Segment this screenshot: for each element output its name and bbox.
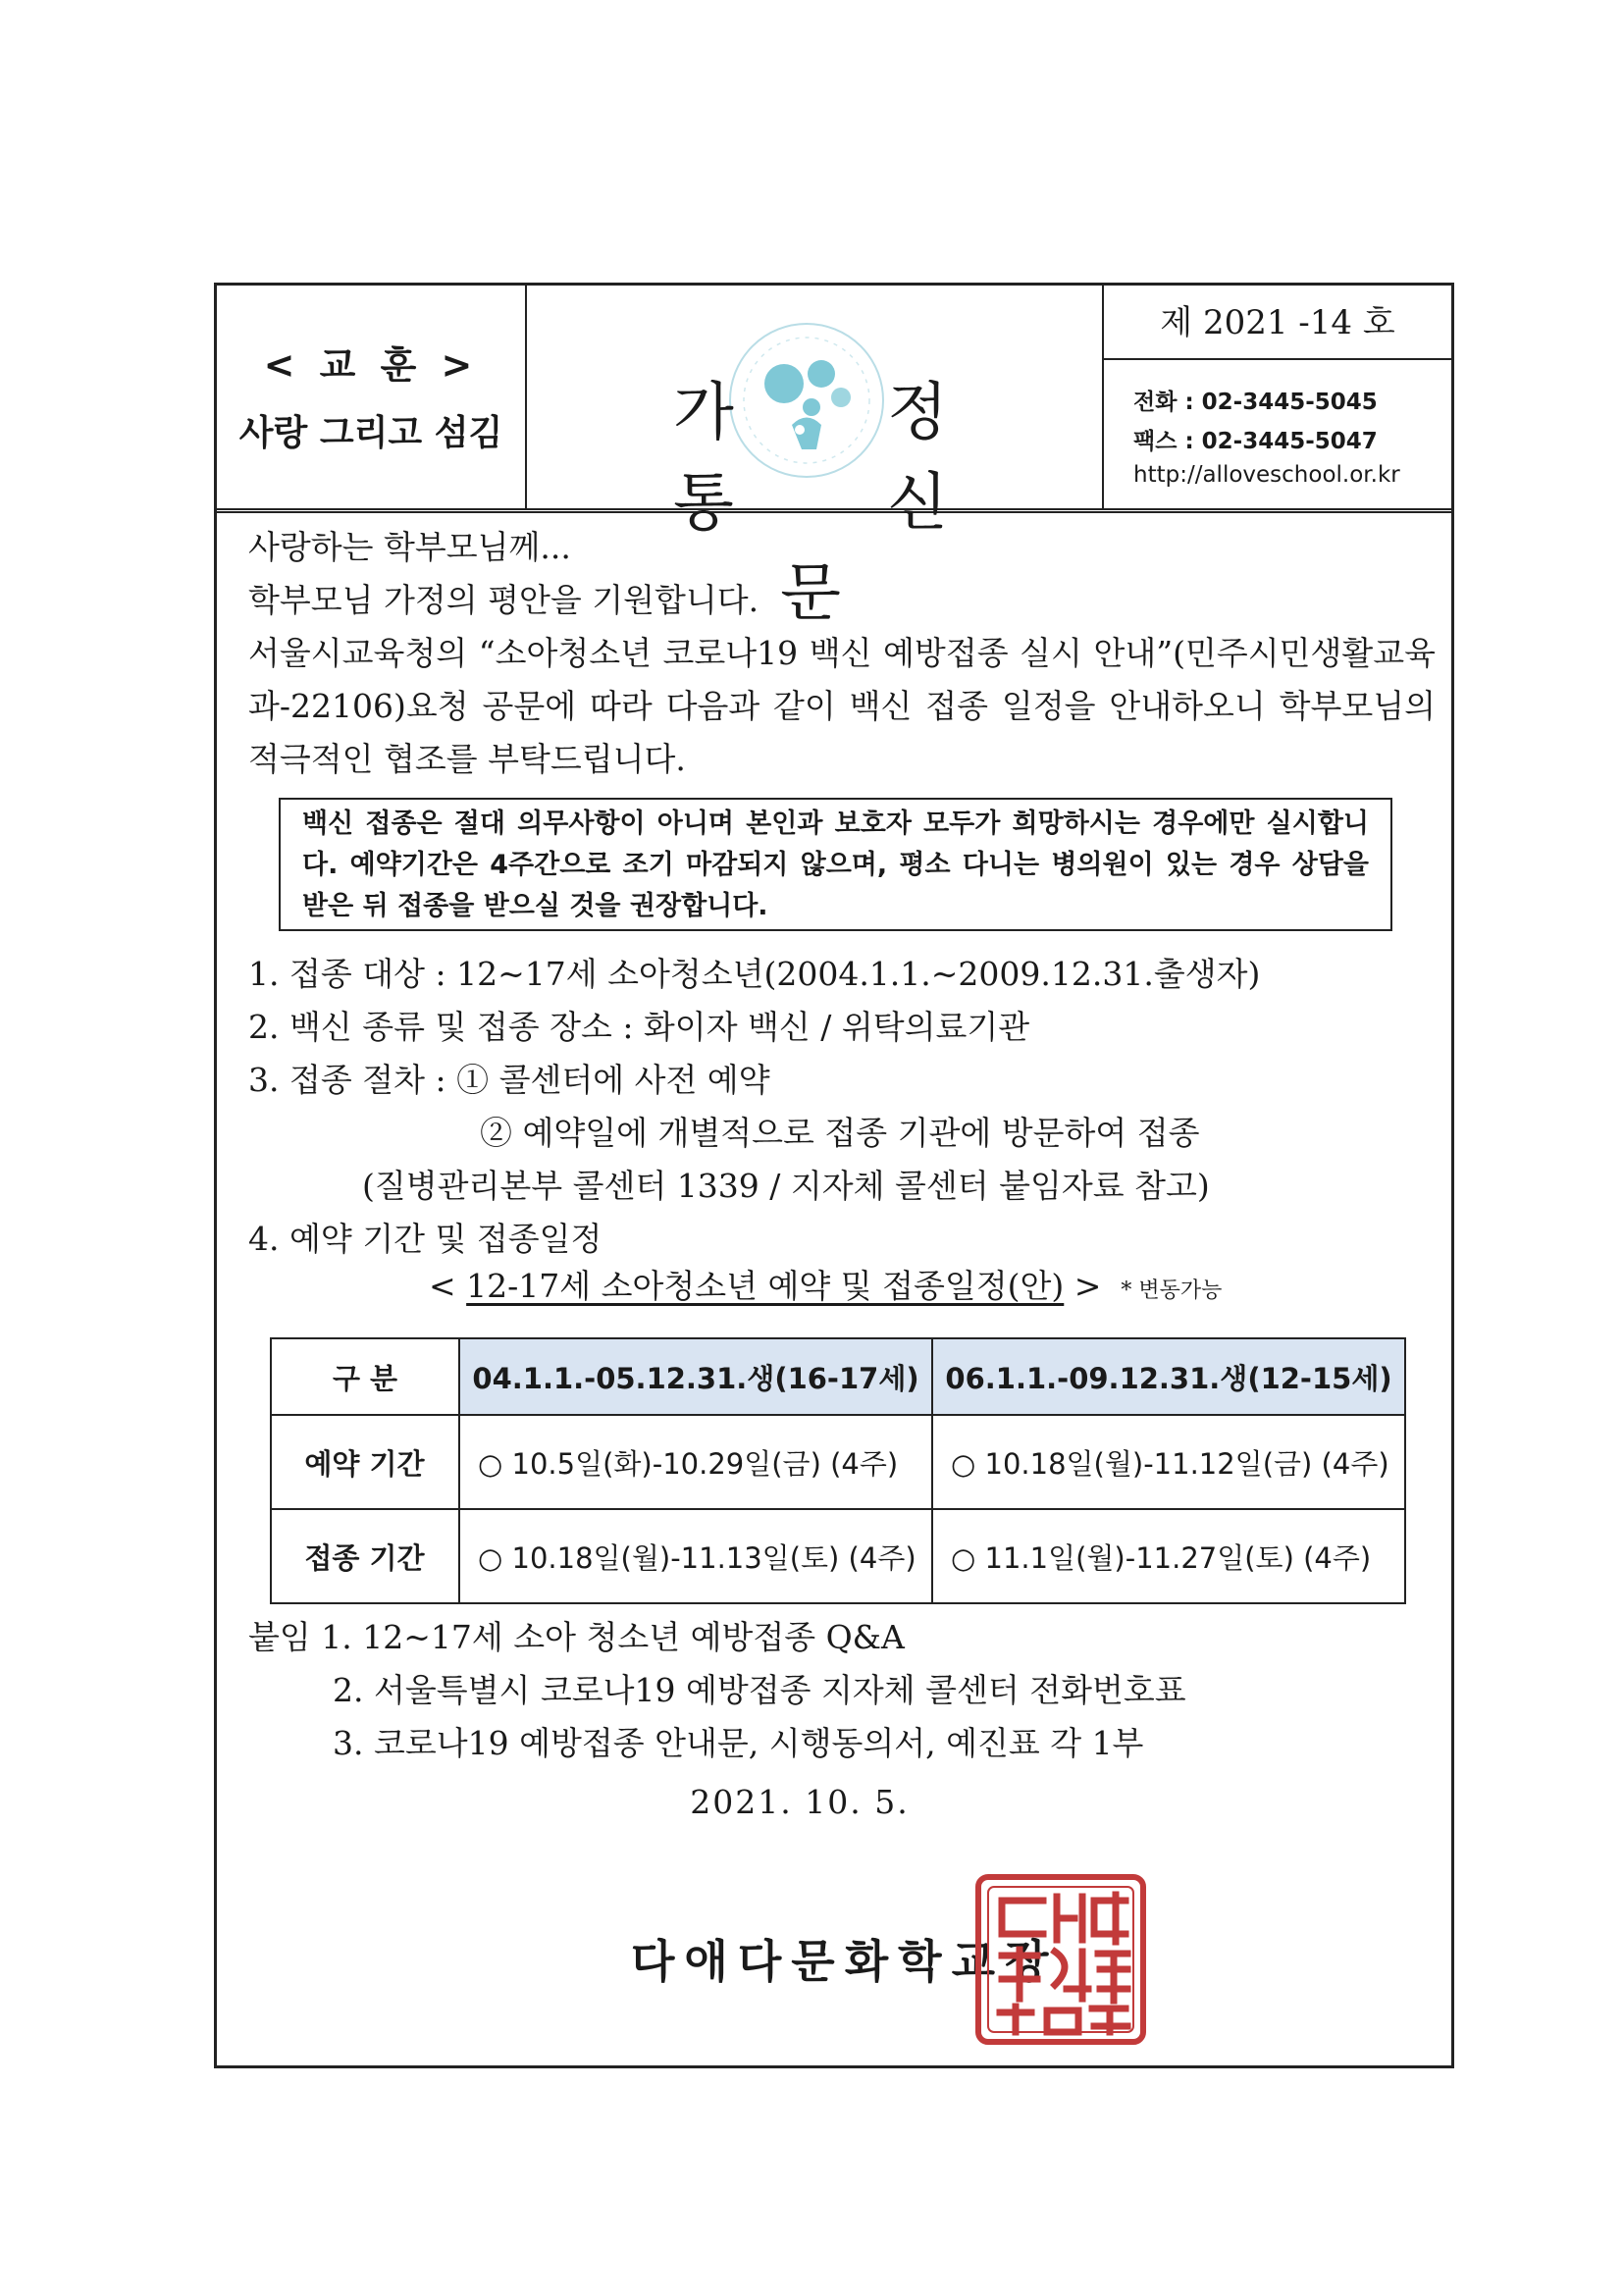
wish: 학부모님 가정의 평안을 기원합니다.	[248, 581, 759, 619]
phone-number: 전화 : 02-3445-5045	[1133, 390, 1378, 415]
notice-box: 백신 접종은 절대 의무사항이 아니며 본인과 보호자 모두가 희망하시는 경우에만 실시합니다. 예약기간은 4주간으로 조기 마감되지 않으며, 평소 다니는 병의원이 있는 경우 상담을 받은 뒤 접종을 받으실 것을 권장합니다.	[279, 798, 1392, 931]
row-label: 예약 기간	[271, 1415, 459, 1509]
item-schedule: 4. 예약 기간 및 접종일정	[248, 1220, 602, 1258]
table-cell: ○ 10.5일(화)-10.29일(금) (4주)	[459, 1415, 932, 1509]
greeting: 사랑하는 학부모님께...	[248, 528, 571, 566]
table-row	[271, 1509, 1405, 1603]
caption-close: >	[1064, 1267, 1102, 1305]
signer-name: 다애다문화학교장	[631, 1935, 1059, 1988]
table-row	[271, 1415, 1405, 1509]
schedule-table	[270, 1337, 1406, 1604]
issue-date: 2021. 10. 5.	[690, 1783, 910, 1821]
attachment-3: 3. 코로나19 예방접종 안내문, 시행동의서, 예진표 각 1부	[333, 1724, 1144, 1762]
table-cell: ○ 11.1일(월)-11.27일(토) (4주)	[932, 1509, 1405, 1603]
info-box	[1104, 286, 1451, 508]
caption-title: 12-17세 소아청소년 예약 및 접종일정(안)	[466, 1267, 1065, 1305]
official-seal-icon	[972, 1871, 1149, 2048]
issue-number: 제 2021 -14 호	[1104, 286, 1451, 360]
caption-open: <	[429, 1267, 467, 1305]
table-header-row	[271, 1338, 1405, 1415]
caption-note: * 변동가능	[1121, 1278, 1223, 1303]
table-cell: ○ 10.18일(월)-11.13일(토) (4주)	[459, 1509, 932, 1603]
item-procedure-2: ② 예약일에 개별적으로 접종 기관에 방문하여 접종	[480, 1114, 1200, 1152]
intro-paragraph: 서울시교육청의 “소아청소년 코로나19 백신 예방접종 실시 안내”(민주시민생활교육과-22106)요청 공문에 따라 다음과 같이 백신 접종 일정을 안내하오니 학부모님의 적극적인 협조를 부탁드립니다.	[248, 634, 1436, 778]
document-frame	[214, 283, 1454, 2068]
table-caption	[429, 1261, 1222, 1307]
table-header-cell: 04.1.1.-05.12.31.생(16-17세)	[459, 1338, 932, 1415]
motto-box	[217, 286, 527, 508]
item-procedure-note: (질병관리본부 콜센터 1339 / 지자체 콜센터 붙임자료 참고)	[362, 1167, 1210, 1205]
title-box	[527, 286, 1104, 630]
document-title: 가 정 통 신 문	[673, 377, 1015, 630]
motto-text: 사랑 그리고 섬김	[238, 413, 503, 453]
table-cell: ○ 10.18일(월)-11.12일(금) (4주)	[932, 1415, 1405, 1509]
row-label: 접종 기간	[271, 1509, 459, 1603]
attachment-2: 2. 서울특별시 코로나19 예방접종 지자체 콜센터 전화번호표	[333, 1671, 1186, 1709]
table-header-cell: 구 분	[271, 1338, 459, 1415]
attachment-1: 붙임 1. 12~17세 소아 청소년 예방접종 Q&A	[248, 1618, 905, 1656]
website-link: http://alloveschool.or.kr	[1133, 462, 1400, 488]
motto-title: < 교 훈 >	[263, 343, 479, 387]
item-procedure-1: 3. 접종 절차 : ① 콜센터에 사전 예약	[248, 1061, 770, 1099]
fax-number: 팩스 : 02-3445-5047	[1133, 429, 1378, 454]
item-vaccine: 2. 백신 종류 및 접종 장소 : 화이자 백신 / 위탁의료기관	[248, 1008, 1030, 1046]
item-target: 1. 접종 대상 : 12~17세 소아청소년(2004.1.1.~2009.12.31.출생자)	[248, 955, 1261, 993]
table-header-cell: 06.1.1.-09.12.31.생(12-15세)	[932, 1338, 1405, 1415]
